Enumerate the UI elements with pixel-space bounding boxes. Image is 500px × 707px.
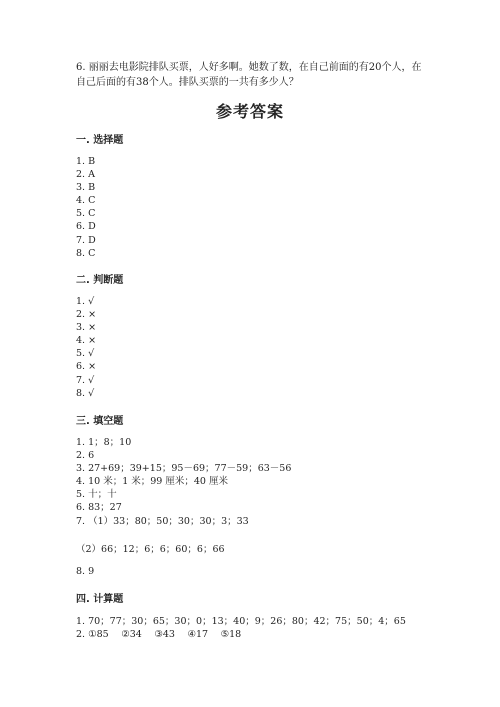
answer-line: 8. 9: [76, 566, 95, 577]
answer-line: 3. 27+69；39+15；95－69；77－59；63－56: [76, 463, 292, 475]
section-fill-blank-answers: [76, 436, 291, 528]
answer-key-title: 参考答案: [215, 102, 284, 121]
answer-line: 7. D: [76, 234, 96, 246]
answer-line: 1. √: [76, 296, 95, 307]
section-choice-answers: [76, 155, 96, 260]
section-heading-fill-blank: 三. 填空题: [76, 416, 124, 427]
answer-line: 1. 70；77；30；65；30；0；13；40；9；26；80；42；75；50；4；65: [76, 616, 406, 627]
answer-line: 5. 十；十: [76, 489, 117, 501]
answer-line: 6. 83；27: [76, 502, 122, 514]
answer-line: 8. √: [76, 387, 95, 399]
answer-line: 8. C: [76, 247, 96, 259]
answer-line: 4. C: [76, 195, 96, 207]
question-6-text: 6. 丽丽去电影院排队买票，人好多啊。她数了数，在自己前面的有20个人，在自己后面的有38个人。排队买票的一共有多少人？: [76, 62, 422, 88]
answer-line: 7. （1）33；80；50；30；30；3；33: [76, 515, 249, 527]
answer-line: 1. 1；8；10: [76, 437, 132, 448]
section-calculation-answers: [76, 615, 406, 641]
answer-line: 3. B: [76, 182, 96, 194]
answer-line: 2. A: [76, 169, 95, 181]
section-heading-choice: 一. 选择题: [76, 135, 124, 146]
section-heading-calculation: 四. 计算题: [76, 594, 124, 605]
section-heading-judgment: 二. 判断题: [76, 275, 124, 286]
answer-line: 4. ×: [76, 335, 97, 347]
answer-line: 2. ×: [76, 309, 97, 321]
answer-line: 7. √: [76, 374, 95, 386]
answer-line: 5. √: [76, 348, 95, 360]
answer-line: 6. ×: [76, 361, 97, 373]
answer-line: 4. 10 米；1 米；99 厘米；40 厘米: [76, 476, 228, 488]
answer-line: 5. C: [76, 208, 96, 220]
answer-line: 6. D: [76, 221, 96, 233]
section-judgment-answers: [76, 295, 96, 400]
question-6: [76, 60, 428, 90]
answer-line: （2）66；12；6；6；60；6；66: [76, 544, 225, 555]
answer-line: 2. ①85 ②34 ③43 ④17 ⑤18: [76, 629, 242, 641]
answer-line: 1. B: [76, 156, 96, 167]
answer-line: 3. ×: [76, 322, 97, 334]
answer-line: 2. 6: [76, 450, 95, 462]
